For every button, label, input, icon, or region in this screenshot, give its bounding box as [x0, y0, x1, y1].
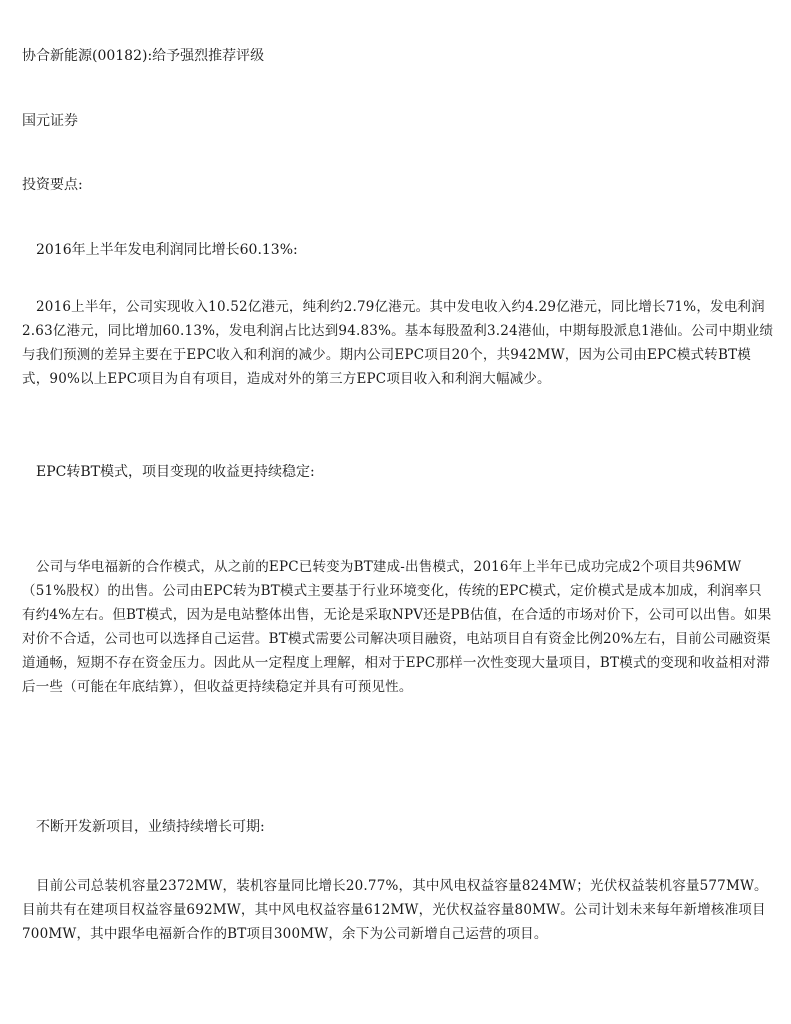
document-title: 协合新能源(00182):给予强烈推荐评级	[22, 48, 265, 64]
intro-label: 投资要点:	[22, 177, 83, 193]
section-body: 公司与华电福新的合作模式，从之前的EPC已转变为BT建成-出售模式，2016年上半年已成功完成2个项目共96MW（51%股权）的出售。公司由EPC转为BT模式主要基于行业环境变化，传统的EPC模式，定价模式是成本加成，利润率只有约4%左右。但BT模式，因为是电站整体出售，无论是采取NPV还是PB估值，在合适的市场对价下，公司可以出售。如果对价不合适，公司也可以选择自己运营。BT模式需要公司解决项目融资，电站项目自有资金比例20%左右，目前公司融资渠道通畅，短期不存在资金压力。因此从一定程度上理解，相对于EPC那样一次性变现大量项目，BT模式的变现和收益相对滞后一些（可能在年底结算），但收益更持续稳定并具有可预见性。	[22, 559, 772, 695]
section-body: 目前公司总装机容量2372MW，装机容量同比增长20.77%，其中风电权益容量824MW；光伏权益装机容量577MW。目前共有在建项目权益容量692MW，其中风电权益容量612MW，光伏权益容量80MW。公司计划未来每年新增核准项目700MW，其中跟华电福新合作的BT项目300MW，余下为公司新增自己运营的项目。	[22, 878, 768, 942]
section-heading: EPC转BT模式，项目变现的收益更持续稳定:	[36, 464, 315, 480]
section-heading: 不断开发新项目，业绩持续增长可期:	[36, 819, 265, 835]
source-name: 国元证券	[22, 113, 78, 129]
section-heading: 2016年上半年发电利润同比增长60.13%:	[36, 242, 298, 258]
section-body: 2016上半年，公司实现收入10.52亿港元，纯利约2.79亿港元。其中发电收入约4.29亿港元，同比增长71%，发电利润2.63亿港元，同比增加60.13%，发电利润占比达到94.83%。基本每股盈利3.24港仙，中期每股派息1港仙。公司中期业绩与我们预测的差异主要在于EPC收入和利润的减少。期内公司EPC项目20个，共942MW，因为公司由EPC模式转BT模式，90%以上EPC项目为自有项目，造成对外的第三方EPC项目收入和利润大幅减少。	[22, 299, 774, 387]
